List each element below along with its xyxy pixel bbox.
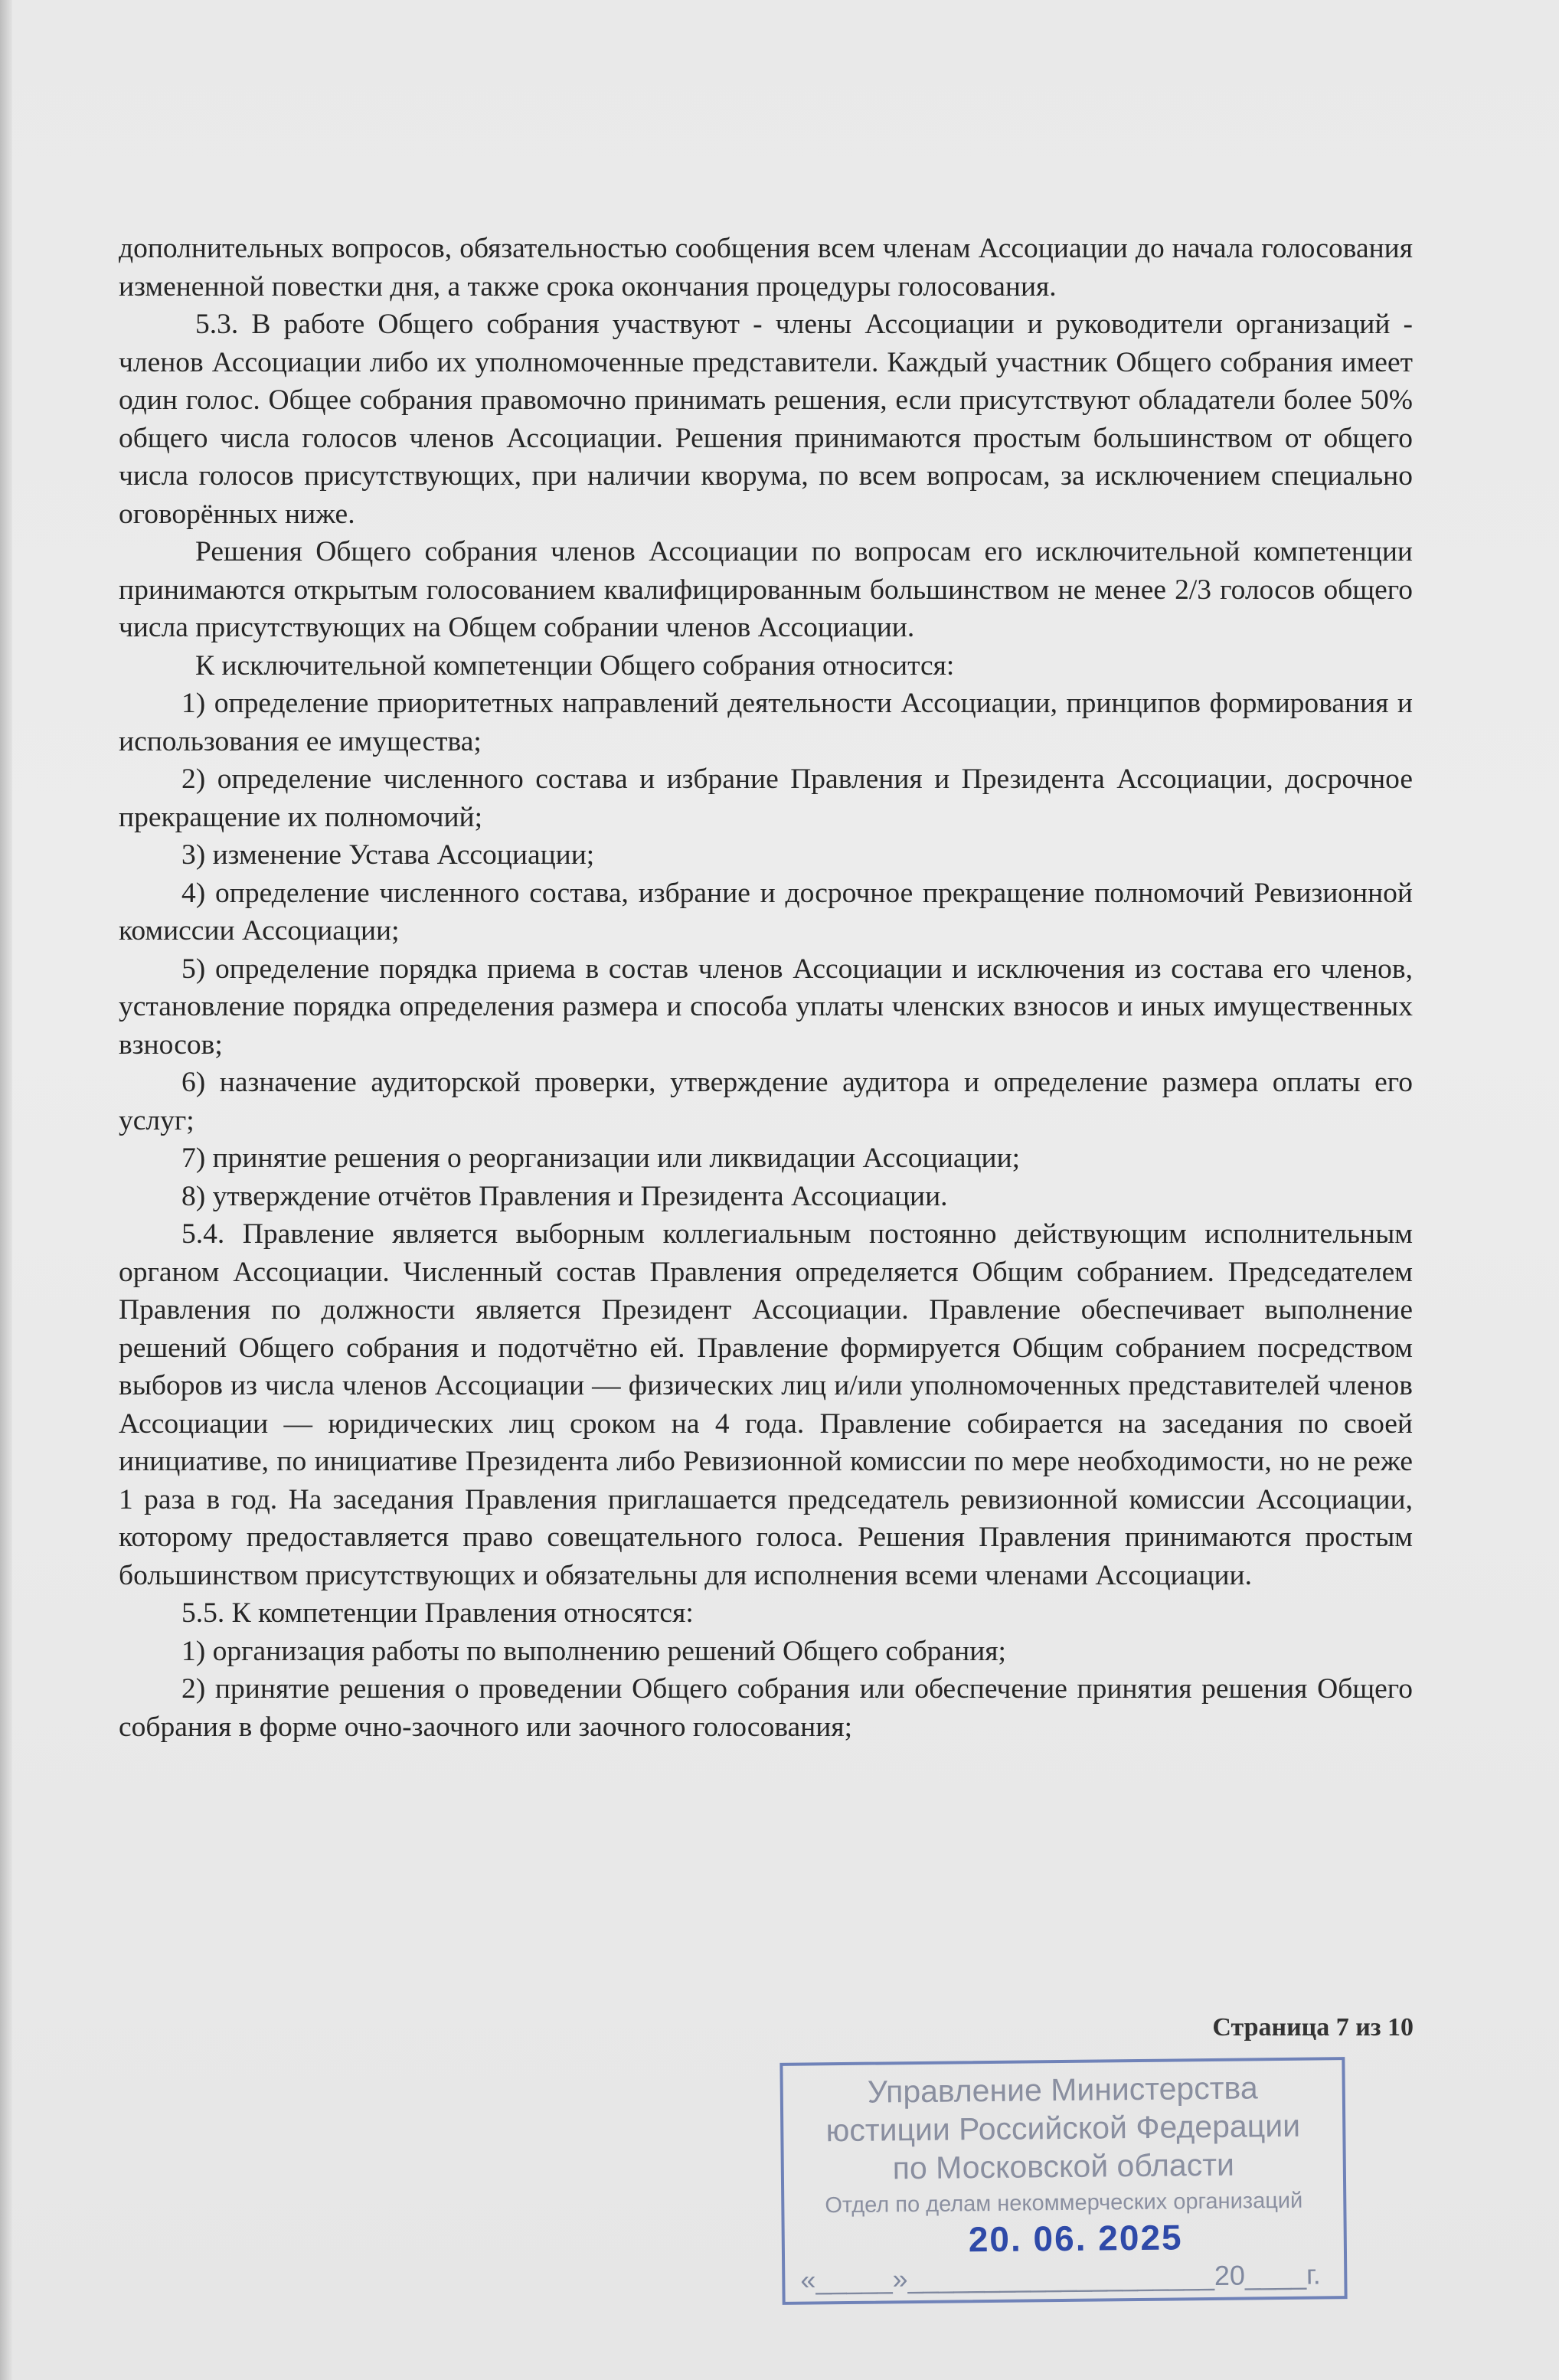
paragraph: 5.4. Правление является выборным коллегиальным постоянно действующим исполнительным органом Ассоциации. Численный состав Правления определяется Общим собранием. Председателем Правления по должности является Президент Ассоциации. Правление обеспечивает выполнение решений Общего собрания и подотчётно ей. Правление формируется Общим собранием посредством выборов из числа членов Ассоциации — физических лиц и/или уполномоченных представителей членов Ассоциации — юридических лиц сроком на 4 года. Правление собирается на заседания по своей инициативе, по инициативе Президента либо Ревизионной комиссии по мере необходимости, но не реже 1 раза в год. На заседания Правления приглашается председатель ревизионной комиссии Ассоциации, которому предоставляется право совещательного голоса. Решения Правления принимаются простым большинством присутствующих и обязательны для исполнения всеми членами Ассоциации. [119,1218,1413,1591]
stamp-line: Управление Министерства [867,2070,1258,2110]
paragraph: 5.5. К компетенции Правления относятся: [181,1597,694,1629]
page-edge [0,0,12,2380]
paragraph: 3) изменение Устава Ассоциации; [181,839,595,871]
stamp-line: юстиции Российской Федерации [825,2107,1301,2149]
page-number: Страница 7 из 10 [1212,2013,1414,2042]
paragraph: 5) определение порядка приема в состав членов Ассоциации и исключения из состава его членов, установление порядка определения размера и способа уплаты членских взносов и иных имущественных взносов; [119,953,1413,1061]
stamp-line: Отдел по делам некоммерческих организаций [825,2188,1303,2218]
stamp-line: по Московской области [892,2146,1235,2186]
paragraph: 2) принятие решения о проведении Общего собрания или обеспечение принятия решения Общего собрания в форме очно-заочного или заочного голосования; [119,1673,1413,1743]
stamp-date-row [785,2216,1345,2302]
stamp-date: 20. 06. 2025 [968,2217,1183,2260]
paragraph: 1) определение приоритетных направлений деятельности Ассоциации, принципов формирования и использования ее имущества; [119,688,1413,757]
paragraph: 4) определение численного состава, избрание и досрочное прекращение полномочий Ревизионной комиссии Ассоциации; [119,877,1413,946]
document-body [119,230,1413,1746]
paragraph: 6) назначение аудиторской проверки, утверждение аудитора и определение размера оплаты его услуг; [119,1067,1413,1136]
paragraph: 8) утверждение отчётов Правления и Президента Ассоциации. [181,1180,948,1212]
paragraph: 1) организация работы по выполнению решений Общего собрания; [181,1635,1006,1667]
paragraph: 7) принятие решения о реорганизации или ликвидации Ассоциации; [181,1143,1021,1174]
paragraph: Решения Общего собрания членов Ассоциации по вопросам его исключительной компетенции принимаются открытым голосованием квалифицированным большинством не менее 2/3 голосов общего числа присутствующих на Общем собрании членов Ассоциации. [119,536,1413,643]
paragraph: К исключительной компетенции Общего собрания относится: [195,649,955,682]
registration-stamp [780,2057,1347,2305]
paragraph: 5.3. В работе Общего собрания участвуют - члены Ассоциации и руководители организаций - членов Ассоциации либо их уполномоченные представители. Каждый участник Общего собрания имеет один голос. Общее собрания правомочно принимать решения, если присутствуют обладатели более 50% общего числа голосов членов Ассоциации. Решения принимаются простым большинством от общего числа голосов присутствующих, при наличии кворума, по всем вопросам, за исключением специально оговорённых ниже. [119,309,1413,530]
paragraph: 2) определение численного состава и избрание Правления и Президента Ассоциации, досрочное прекращение их полномочий; [119,763,1413,833]
stamp-date-template: «_____»____________________20____г. [800,2258,1321,2296]
paragraph: дополнительных вопросов, обязательностью сообщения всем членам Ассоциации до начала голосования измененной повестки дня, а также срока окончания процедуры голосования. [119,233,1413,302]
